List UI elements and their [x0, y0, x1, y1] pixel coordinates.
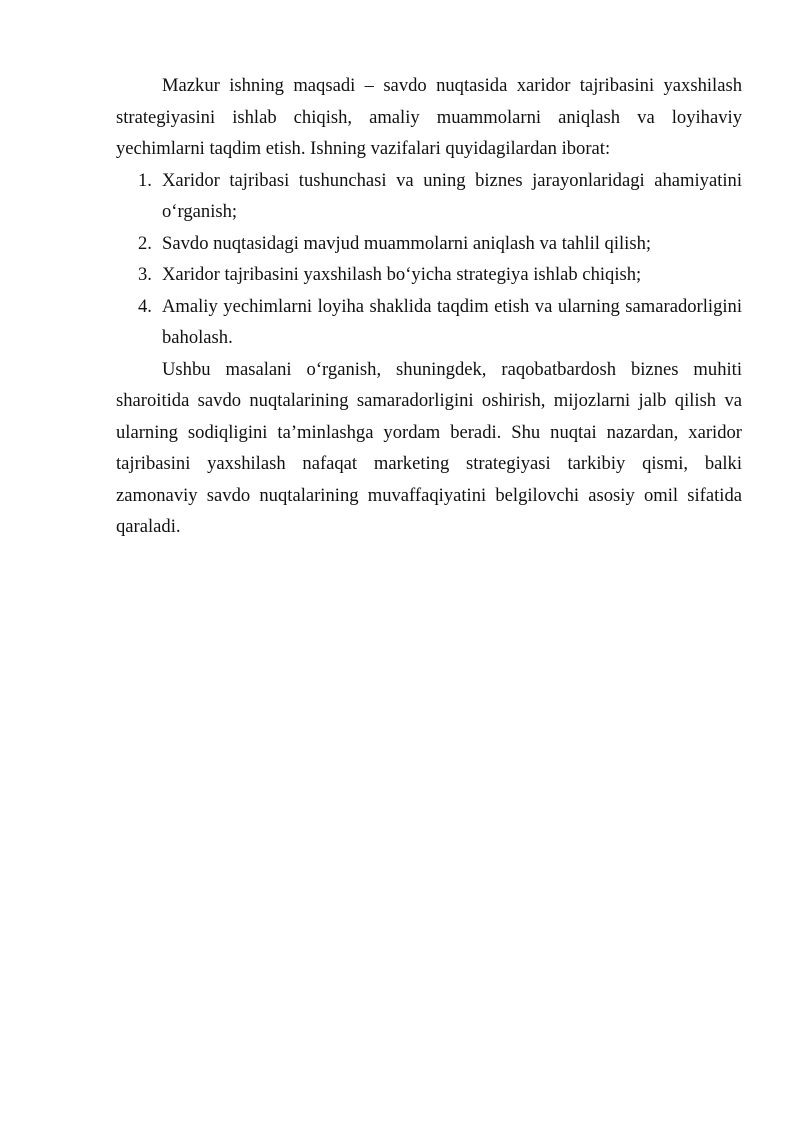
task-list [116, 165, 742, 354]
list-item-text: Savdo nuqtasidagi mavjud muammolarni aniqlash va tahlil qilish; [162, 232, 652, 254]
list-item-number: 2. [138, 232, 152, 254]
list-item [116, 165, 742, 228]
list-item-number: 1. [138, 169, 152, 191]
list-item [116, 228, 742, 260]
list-item-text: Xaridor tajribasini yaxshilash bo‘yicha strategiya ishlab chiqish; [162, 264, 642, 285]
list-item-number: 3. [138, 264, 152, 285]
intro-paragraph: Mazkur ishning maqsadi – savdo nuqtasida xaridor tajribasini yaxshilash strategiyasini ishlab chiqish, amaliy muammolarni aniqlash va loyihaviy yechimlarni taqdim etish. Ishning vazifalari quyidagilardan iborat: [116, 75, 742, 159]
document-page [116, 70, 742, 543]
closing-paragraph: Ushbu masalani o‘rganish, shuningdek, raqobatbardosh biznes muhiti sharoitida savdo nuqtalarining samaradorligini oshirish, mijozlarni jalb qilish va ularning sodiqligini ta’minlashga yordam beradi. Shu nuqtai nazardan, xaridor tajribasini yaxshilash nafaqat marketing strategiyasi tarkibiy qismi, balki zamonaviy savdo nuqtalarining muvaffaqiyatini belgilovchi asosiy omil sifatida qaraladi. [116, 358, 742, 537]
list-item [116, 259, 742, 291]
list-item-text: Xaridor tajribasi tushunchasi va uning biznes jarayonlaridagi ahamiyatini o‘rganish; [162, 169, 742, 222]
list-item-number: 4. [138, 295, 152, 317]
list-item-text: Amaliy yechimlarni loyiha shaklida taqdim etish va ularning samaradorligini baholash. [162, 295, 742, 348]
list-item [116, 291, 742, 354]
